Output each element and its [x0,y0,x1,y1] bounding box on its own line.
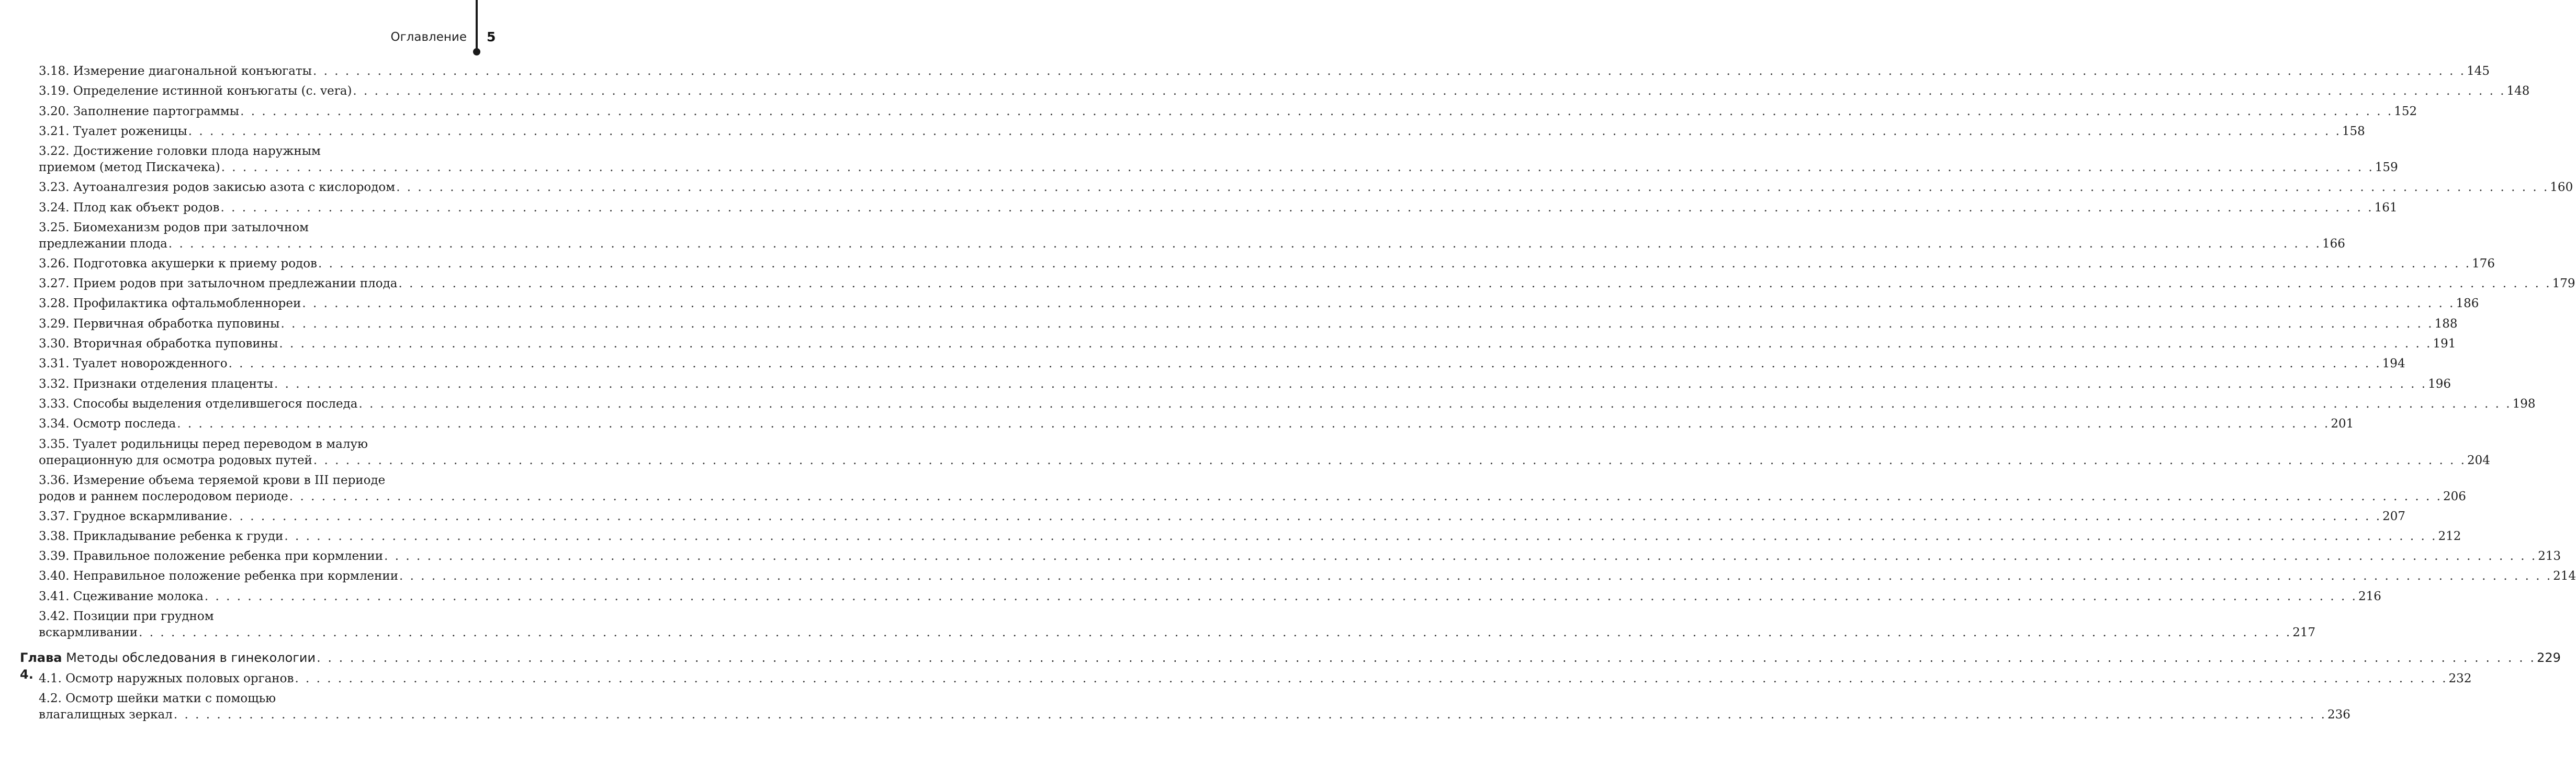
toc-page-number: 191 [2433,337,2456,351]
toc-entry-title-line: Методы обследования в гинекологии [66,650,316,665]
toc-page-number: 186 [2456,297,2479,311]
toc-entry-title-line: 3.38. Прикладывание ребенка к груди [39,529,284,543]
toc-entry-title-line: 3.36. Измерение объема теряемой крови в III периоде [39,473,386,487]
dot-leader: . . . . . . . . . . . . . . . . . . . . . . . . . . . . . . . . . . . . . . . . . . . . . . . . . . . . . . . . . . . . . . . . . . . . . . . . . . . . . . . . . . . . . . . . . . . . . . . . . . . . . . . . . . . . . . . . . . . . . . . . . . . . . . . . . . . . . . . . . . . . . . . . . . . . . . . . . . . . . . . . . . . . . . . . . . . . . . . . . . . . . . . . . . . . . . . . . . . . . . . . [289,489,2442,503]
toc-entry-title-line: 3.25. Биомеханизм родов при затылочном [39,220,309,234]
toc-entry-title-line: 3.32. Признаки отделения плаценты [39,377,274,391]
toc-page-number: 160 [2550,181,2573,195]
dot-leader: . . . . . . . . . . . . . . . . . . . . . . . . . . . . . . . . . . . . . . . . . . . . . . . . . . . . . . . . . . . . . . . . . . . . . . . . . . . . . . . . . . . . . . . . . . . . . . . . . . . . . . . . . . . . . . . . . . . . . . . . . . . . . . . . . . . . . . . . . . . . . . . . . . . . . . . . . . . . . . . . . . . . . . . . . . . . . . . . . . . . . . . . . . . . . . . . . . . . . . . . [384,549,2537,564]
dot-leader: . . . . . . . . . . . . . . . . . . . . . . . . . . . . . . . . . . . . . . . . . . . . . . . . . . . . . . . . . . . . . . . . . . . . . . . . . . . . . . . . . . . . . . . . . . . . . . . . . . . . . . . . . . . . . . . . . . . . . . . . . . . . . . . . . . . . . . . . . . . . . . . . . . . . . . . . . . . . . . . . . . . . . . . . . . . . . . . . . . . . . . . . . . . . . . . . . . . . . . . . [221,161,2374,175]
dot-leader: . . . . . . . . . . . . . . . . . . . . . . . . . . . . . . . . . . . . . . . . . . . . . . . . . . . . . . . . . . . . . . . . . . . . . . . . . . . . . . . . . . . . . . . . . . . . . . . . . . . . . . . . . . . . . . . . . . . . . . . . . . . . . . . . . . . . . . . . . . . . . . . . . . . . . . . . . . . . . . . . . . . . . . . . . . . . . . . . . . . . . . . . . . . . . . . . . . . . . . . . [173,708,2326,722]
toc-entry-title-line: 3.24. Плод как объект родов [39,200,220,215]
chapter-label: Глава 4. [20,650,62,682]
toc-page-number: 196 [2428,377,2451,391]
toc-entry-title-line: 3.30. Вторичная обработка пуповины [39,337,278,351]
toc-page-number: 152 [2394,104,2417,118]
toc-page-number: 176 [2472,256,2495,271]
dot-leader: . . . . . . . . . . . . . . . . . . . . . . . . . . . . . . . . . . . . . . . . . . . . . . . . . . . . . . . . . . . . . . . . . . . . . . . . . . . . . . . . . . . . . . . . . . . . . . . . . . . . . . . . . . . . . . . . . . . . . . . . . . . . . . . . . . . . . . . . . . . . . . . . . . . . . . . . . . . . . . . . . . . . . . . . . . . . . . . . . . . . . . . . . . . . . . . . . . . . . . . . [317,650,2536,665]
toc-page-number: 206 [2443,489,2466,503]
header-rule-dot [473,48,480,55]
dot-leader: . . . . . . . . . . . . . . . . . . . . . . . . . . . . . . . . . . . . . . . . . . . . . . . . . . . . . . . . . . . . . . . . . . . . . . . . . . . . . . . . . . . . . . . . . . . . . . . . . . . . . . . . . . . . . . . . . . . . . . . . . . . . . . . . . . . . . . . . . . . . . . . . . . . . . . . . . . . . . . . . . . . . . . . . . . . . . . . . . . . . . . . . . . . . . . . . . . . . . . . . [279,337,2432,351]
running-title: Оглавление [390,30,467,44]
toc-entry-title-line: 3.42. Позиции при грудном [39,610,214,623]
dot-leader: . . . . . . . . . . . . . . . . . . . . . . . . . . . . . . . . . . . . . . . . . . . . . . . . . . . . . . . . . . . . . . . . . . . . . . . . . . . . . . . . . . . . . . . . . . . . . . . . . . . . . . . . . . . . . . . . . . . . . . . . . . . . . . . . . . . . . . . . . . . . . . . . . . . . . . . . . . . . . . . . . . . . . . . . . . . . . . . . . . . . . . . . . . . . . . . . . . . . . . . . [318,256,2471,271]
dot-leader: . . . . . . . . . . . . . . . . . . . . . . . . . . . . . . . . . . . . . . . . . . . . . . . . . . . . . . . . . . . . . . . . . . . . . . . . . . . . . . . . . . . . . . . . . . . . . . . . . . . . . . . . . . . . . . . . . . . . . . . . . . . . . . . . . . . . . . . . . . . . . . . . . . . . . . . . . . . . . . . . . . . . . . . . . . . . . . . . . . . . . . . . . . . . . . . . . . . . . . . . [228,357,2381,371]
toc-page-number: 229 [2537,650,2561,665]
toc-entry-title-line: 3.18. Измерение диагональной конъюгаты [39,64,312,78]
header-rule [476,0,478,50]
toc-entry-title-line: 3.27. Прием родов при затылочном предлежании плода [39,277,398,291]
toc-page-number: 179 [2552,277,2575,291]
dot-leader: . . . . . . . . . . . . . . . . . . . . . . . . . . . . . . . . . . . . . . . . . . . . . . . . . . . . . . . . . . . . . . . . . . . . . . . . . . . . . . . . . . . . . . . . . . . . . . . . . . . . . . . . . . . . . . . . . . . . . . . . . . . . . . . . . . . . . . . . . . . . . . . . . . . . . . . . . . . . . . . . . . . . . . . . . . . . . . . . . . . . . . . . . . . . . . . . . . . . . . . . [240,104,2393,118]
dot-leader: . . . . . . . . . . . . . . . . . . . . . . . . . . . . . . . . . . . . . . . . . . . . . . . . . . . . . . . . . . . . . . . . . . . . . . . . . . . . . . . . . . . . . . . . . . . . . . . . . . . . . . . . . . . . . . . . . . . . . . . . . . . . . . . . . . . . . . . . . . . . . . . . . . . . . . . . . . . . . . . . . . . . . . . . . . . . . . . . . . . . . . . . . . . . . . . . . . . . . . . . [399,569,2552,583]
toc-page-number: 158 [2342,124,2365,138]
toc-entry-title-line: приемом (метод Пискачека) [39,161,220,175]
dot-leader: . . . . . . . . . . . . . . . . . . . . . . . . . . . . . . . . . . . . . . . . . . . . . . . . . . . . . . . . . . . . . . . . . . . . . . . . . . . . . . . . . . . . . . . . . . . . . . . . . . . . . . . . . . . . . . . . . . . . . . . . . . . . . . . . . . . . . . . . . . . . . . . . . . . . . . . . . . . . . . . . . . . . . . . . . . . . . . . . . . . . . . . . . . . . . . . . . . . . . . . . [295,672,2448,685]
toc-entry-title-line: 3.21. Туалет роженицы [39,124,187,138]
toc-entry-title-line: 3.26. Подготовка акушерки к приему родов [39,256,318,271]
dot-leader: . . . . . . . . . . . . . . . . . . . . . . . . . . . . . . . . . . . . . . . . . . . . . . . . . . . . . . . . . . . . . . . . . . . . . . . . . . . . . . . . . . . . . . . . . . . . . . . . . . . . . . . . . . . . . . . . . . . . . . . . . . . . . . . . . . . . . . . . . . . . . . . . . . . . . . . . . . . . . . . . . . . . . . . . . . . . . . . . . . . . . . . . . . . . . . . . . . . . . . . . [353,84,2506,98]
page-number: 5 [487,29,496,44]
toc-entry-title-line: 3.23. Аутоаналгезия родов закисью азота с кислородом [39,181,396,195]
dot-leader: . . . . . . . . . . . . . . . . . . . . . . . . . . . . . . . . . . . . . . . . . . . . . . . . . . . . . . . . . . . . . . . . . . . . . . . . . . . . . . . . . . . . . . . . . . . . . . . . . . . . . . . . . . . . . . . . . . . . . . . . . . . . . . . . . . . . . . . . . . . . . . . . . . . . . . . . . . . . . . . . . . . . . . . . . . . . . . . . . . . . . . . . . . . . . . . . . . . . . . . . [220,200,2373,215]
toc-entry-title-line: операционную для осмотра родовых путей [39,453,312,467]
toc-entry-title-line: влагалищных зеркал [39,708,173,722]
toc-page-number: 188 [2434,317,2458,331]
toc-entry-title-line: 3.35. Туалет родильницы перед переводом в малую [39,437,368,451]
toc-page-number: 204 [2467,453,2490,467]
toc-entry-title-line: 3.34. Осмотр последа [39,417,176,431]
dot-leader: . . . . . . . . . . . . . . . . . . . . . . . . . . . . . . . . . . . . . . . . . . . . . . . . . . . . . . . . . . . . . . . . . . . . . . . . . . . . . . . . . . . . . . . . . . . . . . . . . . . . . . . . . . . . . . . . . . . . . . . . . . . . . . . . . . . . . . . . . . . . . . . . . . . . . . . . . . . . . . . . . . . . . . . . . . . . . . . . . . . . . . . . . . . . . . . . . . . . . . . . [398,277,2551,291]
toc-entry-title-line: 4.1. Осмотр наружных половых органов [39,672,294,685]
dot-leader: . . . . . . . . . . . . . . . . . . . . . . . . . . . . . . . . . . . . . . . . . . . . . . . . . . . . . . . . . . . . . . . . . . . . . . . . . . . . . . . . . . . . . . . . . . . . . . . . . . . . . . . . . . . . . . . . . . . . . . . . . . . . . . . . . . . . . . . . . . . . . . . . . . . . . . . . . . . . . . . . . . . . . . . . . . . . . . . . . . . . . . . . . . . . . . . . . . . . . . . . [280,317,2434,331]
toc-entry-title-line: предлежании плода [39,237,167,251]
toc-entry-title-line: 4.2. Осмотр шейки матки с помощью [39,692,276,706]
toc-page-number: 217 [2292,626,2316,639]
toc-page-number: 201 [2331,417,2354,431]
dot-leader: . . . . . . . . . . . . . . . . . . . . . . . . . . . . . . . . . . . . . . . . . . . . . . . . . . . . . . . . . . . . . . . . . . . . . . . . . . . . . . . . . . . . . . . . . . . . . . . . . . . . . . . . . . . . . . . . . . . . . . . . . . . . . . . . . . . . . . . . . . . . . . . . . . . . . . . . . . . . . . . . . . . . . . . . . . . . . . . . . . . . . . . . . . . . . . . . . . . . . . . . [312,64,2466,78]
toc-entry-title-line: 3.40. Неправильное положение ребенка при кормлении [39,569,399,583]
dot-leader: . . . . . . . . . . . . . . . . . . . . . . . . . . . . . . . . . . . . . . . . . . . . . . . . . . . . . . . . . . . . . . . . . . . . . . . . . . . . . . . . . . . . . . . . . . . . . . . . . . . . . . . . . . . . . . . . . . . . . . . . . . . . . . . . . . . . . . . . . . . . . . . . . . . . . . . . . . . . . . . . . . . . . . . . . . . . . . . . . . . . . . . . . . . . . . . . . . . . . . . . [358,397,2512,411]
dot-leader: . . . . . . . . . . . . . . . . . . . . . . . . . . . . . . . . . . . . . . . . . . . . . . . . . . . . . . . . . . . . . . . . . . . . . . . . . . . . . . . . . . . . . . . . . . . . . . . . . . . . . . . . . . . . . . . . . . . . . . . . . . . . . . . . . . . . . . . . . . . . . . . . . . . . . . . . . . . . . . . . . . . . . . . . . . . . . . . . . . . . . . . . . . . . . . . . . . . . . . . . [139,626,2292,639]
dot-leader: . . . . . . . . . . . . . . . . . . . . . . . . . . . . . . . . . . . . . . . . . . . . . . . . . . . . . . . . . . . . . . . . . . . . . . . . . . . . . . . . . . . . . . . . . . . . . . . . . . . . . . . . . . . . . . . . . . . . . . . . . . . . . . . . . . . . . . . . . . . . . . . . . . . . . . . . . . . . . . . . . . . . . . . . . . . . . . . . . . . . . . . . . . . . . . . . . . . . . . . . [313,453,2466,467]
toc-entry-title-line: 3.41. Сцеживание молока [39,589,204,603]
toc-entry-title-line: 3.37. Грудное вскармливание [39,509,228,523]
toc-page-number: 214 [2553,569,2576,583]
toc-entry-title-line: 3.31. Туалет новорожденного [39,357,228,371]
dot-leader: . . . . . . . . . . . . . . . . . . . . . . . . . . . . . . . . . . . . . . . . . . . . . . . . . . . . . . . . . . . . . . . . . . . . . . . . . . . . . . . . . . . . . . . . . . . . . . . . . . . . . . . . . . . . . . . . . . . . . . . . . . . . . . . . . . . . . . . . . . . . . . . . . . . . . . . . . . . . . . . . . . . . . . . . . . . . . . . . . . . . . . . . . . . . . . . . . . . . . . . . [168,237,2321,251]
toc-entry-title-line: 3.22. Достижение головки плода наружным [39,144,321,159]
toc-entry-title-line: 3.28. Профилактика офтальмобленнореи [39,297,301,311]
toc-page-number: 213 [2538,549,2561,564]
dot-leader: . . . . . . . . . . . . . . . . . . . . . . . . . . . . . . . . . . . . . . . . . . . . . . . . . . . . . . . . . . . . . . . . . . . . . . . . . . . . . . . . . . . . . . . . . . . . . . . . . . . . . . . . . . . . . . . . . . . . . . . . . . . . . . . . . . . . . . . . . . . . . . . . . . . . . . . . . . . . . . . . . . . . . . . . . . . . . . . . . . . . . . . . . . . . . . . . . . . . . . . . [284,529,2437,543]
toc-page-number: 207 [2382,509,2405,523]
dot-leader: . . . . . . . . . . . . . . . . . . . . . . . . . . . . . . . . . . . . . . . . . . . . . . . . . . . . . . . . . . . . . . . . . . . . . . . . . . . . . . . . . . . . . . . . . . . . . . . . . . . . . . . . . . . . . . . . . . . . . . . . . . . . . . . . . . . . . . . . . . . . . . . . . . . . . . . . . . . . . . . . . . . . . . . . . . . . . . . . . . . . . . . . . . . . . . . . . . . . . . . . [188,124,2341,138]
toc-page-number: 198 [2512,397,2536,411]
toc-page-number: 236 [2327,708,2350,722]
dot-leader: . . . . . . . . . . . . . . . . . . . . . . . . . . . . . . . . . . . . . . . . . . . . . . . . . . . . . . . . . . . . . . . . . . . . . . . . . . . . . . . . . . . . . . . . . . . . . . . . . . . . . . . . . . . . . . . . . . . . . . . . . . . . . . . . . . . . . . . . . . . . . . . . . . . . . . . . . . . . . . . . . . . . . . . . . . . . . . . . . . . . . . . . . . . . . . . . . . . . . . . . [204,589,2357,603]
toc-page-number: 194 [2382,357,2405,371]
toc-entry-title-line: 3.29. Первичная обработка пуповины [39,317,280,331]
toc-entry-title-line: 3.33. Способы выделения отделившегося последа [39,397,358,411]
toc-entry-title-line: 3.20. Заполнение партограммы [39,104,240,118]
dot-leader: . . . . . . . . . . . . . . . . . . . . . . . . . . . . . . . . . . . . . . . . . . . . . . . . . . . . . . . . . . . . . . . . . . . . . . . . . . . . . . . . . . . . . . . . . . . . . . . . . . . . . . . . . . . . . . . . . . . . . . . . . . . . . . . . . . . . . . . . . . . . . . . . . . . . . . . . . . . . . . . . . . . . . . . . . . . . . . . . . . . . . . . . . . . . . . . . . . . . . . . . [177,417,2330,431]
dot-leader: . . . . . . . . . . . . . . . . . . . . . . . . . . . . . . . . . . . . . . . . . . . . . . . . . . . . . . . . . . . . . . . . . . . . . . . . . . . . . . . . . . . . . . . . . . . . . . . . . . . . . . . . . . . . . . . . . . . . . . . . . . . . . . . . . . . . . . . . . . . . . . . . . . . . . . . . . . . . . . . . . . . . . . . . . . . . . . . . . . . . . . . . . . . . . . . . . . . . . . . . [228,509,2382,523]
toc-entry-title-line: вскармливании [39,626,138,639]
dot-leader: . . . . . . . . . . . . . . . . . . . . . . . . . . . . . . . . . . . . . . . . . . . . . . . . . . . . . . . . . . . . . . . . . . . . . . . . . . . . . . . . . . . . . . . . . . . . . . . . . . . . . . . . . . . . . . . . . . . . . . . . . . . . . . . . . . . . . . . . . . . . . . . . . . . . . . . . . . . . . . . . . . . . . . . . . . . . . . . . . . . . . . . . . . . . . . . . . . . . . . . . [274,377,2427,391]
toc-page-number: 159 [2375,161,2398,175]
toc-entry-title-line: 3.19. Определение истинной конъюгаты (c. vera) [39,84,352,98]
dot-leader: . . . . . . . . . . . . . . . . . . . . . . . . . . . . . . . . . . . . . . . . . . . . . . . . . . . . . . . . . . . . . . . . . . . . . . . . . . . . . . . . . . . . . . . . . . . . . . . . . . . . . . . . . . . . . . . . . . . . . . . . . . . . . . . . . . . . . . . . . . . . . . . . . . . . . . . . . . . . . . . . . . . . . . . . . . . . . . . . . . . . . . . . . . . . . . . . . . . . . . . . [396,181,2549,195]
toc-page-number: 161 [2374,200,2398,215]
dot-leader: . . . . . . . . . . . . . . . . . . . . . . . . . . . . . . . . . . . . . . . . . . . . . . . . . . . . . . . . . . . . . . . . . . . . . . . . . . . . . . . . . . . . . . . . . . . . . . . . . . . . . . . . . . . . . . . . . . . . . . . . . . . . . . . . . . . . . . . . . . . . . . . . . . . . . . . . . . . . . . . . . . . . . . . . . . . . . . . . . . . . . . . . . . . . . . . . . . . . . . . . [302,297,2455,311]
toc-page-number: 166 [2322,237,2345,251]
toc-page-number: 216 [2358,589,2381,603]
toc-page-number: 145 [2467,64,2490,78]
toc-page-number: 212 [2438,529,2461,543]
toc-entry-title-line: 3.39. Правильное положение ребенка при кормлении [39,549,384,564]
toc-page-number: 148 [2506,84,2530,98]
toc-page-number: 232 [2448,672,2472,685]
toc-entry-title-line: родов и раннем послеродовом периоде [39,489,288,503]
